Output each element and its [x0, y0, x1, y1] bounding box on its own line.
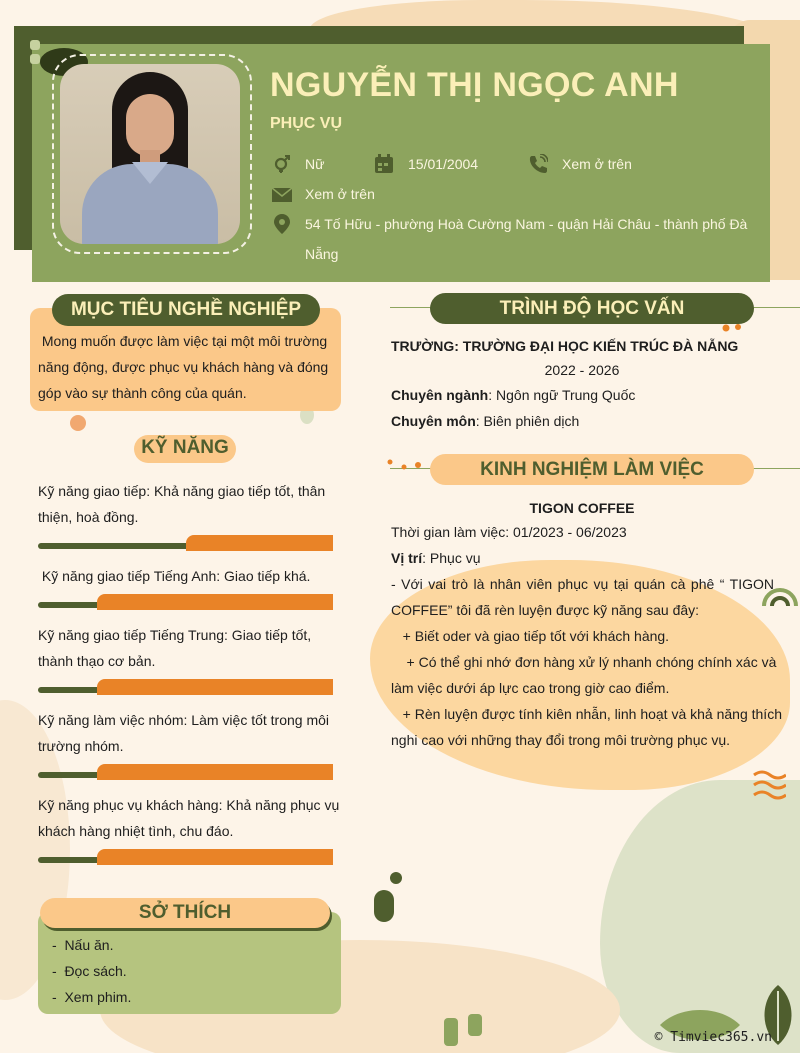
bg-dot-dark [390, 872, 402, 884]
experience-desc-line-1: - Với vai trò là nhân viên phục vụ tại quán cà phê “ TIGON [391, 576, 774, 592]
experience-period: Thời gian làm việc: 01/2023 - 06/2023 [391, 524, 627, 540]
birthday-value: 15/01/2004 [408, 156, 479, 172]
education-school: TRƯỜNG: TRƯỜNG ĐẠI HỌC KIẾN TRÚC ĐÀ NẴNG [391, 338, 739, 354]
address-line-1: 54 Tố Hữu - phường Hoà Cường Nam - quận Hải Châu - thành phố Đà [305, 216, 748, 232]
calendar-icon [374, 154, 394, 174]
gender-value: Nữ [305, 156, 325, 172]
education-major-label: Chuyên ngành [391, 387, 489, 403]
experience-bullet-1: + Biết oder và giao tiếp tốt với khách hàng. [391, 628, 670, 644]
experience-position [391, 545, 481, 571]
experience-position-value: : Phục vụ [422, 550, 481, 566]
gender-icon [272, 154, 292, 174]
hobby-item: - Nấu ăn. [52, 937, 114, 953]
experience-position-label: Vị trí [391, 550, 423, 566]
experience-dots [386, 458, 426, 472]
bg-leaf-shape [374, 890, 394, 922]
skill-level-bar-fill [97, 594, 333, 610]
objective-text-line-3: góp vào sự thành công của quán. [38, 385, 247, 401]
location-icon [272, 214, 292, 234]
phone-icon [528, 154, 548, 174]
education-years: 2022 - 2026 [544, 362, 620, 378]
objective-text-line-1: Mong muốn được làm việc tại một môi trường [38, 333, 328, 349]
bg-stripe-shape [444, 1018, 458, 1046]
experience-desc-line-2: COFFEE” tôi đã rèn luyện được kỹ năng sau đây: [391, 602, 700, 618]
experience-company: TIGON COFFEE [529, 500, 635, 516]
skill-level-bar-fill [97, 849, 333, 865]
skill-level-bar-fill [97, 764, 333, 780]
hobby-item: - Xem phim. [52, 989, 132, 1005]
objective-title: MỤC TIÊU NGHỀ NGHIỆP [52, 294, 320, 326]
experience-bullet-2-line-2: làm việc dưới áp lực cao trong giờ cao điểm. [391, 680, 670, 696]
hobby-item: - Đọc sách. [52, 963, 127, 979]
skill-text-line-1: Kỹ năng phục vụ khách hàng: Khả năng phục vụ [38, 797, 340, 813]
skill-text-line-1: Kỹ năng giao tiếp: Khả năng giao tiếp tốt, thân [38, 483, 326, 499]
skill-level-bar-track [38, 543, 196, 549]
address-line-2: Nẵng [305, 246, 339, 262]
skill-level-bar-fill [97, 679, 333, 695]
education-specialty-label: Chuyên môn [391, 413, 476, 429]
skill-text-line-1: Kỹ năng giao tiếp Tiếng Anh: Giao tiếp khá. [38, 568, 311, 584]
avatar [60, 64, 240, 244]
skill-text-line-2: thành thạo cơ bản. [38, 653, 156, 669]
email-value: Xem ở trên [305, 186, 375, 202]
skill-text-line-2: khách hàng nhiệt tình, chu đáo. [38, 823, 234, 839]
skill-text-line-2: thiện, hoà đồng. [38, 509, 139, 525]
education-specialty-value: : Biên phiên dịch [475, 413, 580, 429]
experience-bullet-3-line-1: + Rèn luyện được tính kiên nhẫn, linh hoạt và khả năng thích [391, 706, 782, 722]
skill-text-line-1: Kỹ năng làm việc nhóm: Làm việc tốt trong môi [38, 712, 330, 728]
candidate-role: PHỤC VỤ [270, 115, 343, 132]
bg-dot [70, 415, 86, 431]
experience-title: KINH NGHIỆM LÀM VIỆC [430, 454, 754, 485]
hobbies-title: SỞ THÍCH [40, 898, 330, 928]
candidate-name: NGUYỄN THỊ NGỌC ANH [270, 66, 679, 104]
bg-wave-icon [752, 770, 786, 800]
objective-text-line-2: năng động, được phục vụ khách hàng và đóng [38, 359, 329, 375]
education-title: TRÌNH ĐỘ HỌC VẤN [430, 293, 754, 324]
phone-value: Xem ở trên [562, 156, 632, 172]
bg-stripe-shape [468, 1014, 482, 1036]
skill-level-bar-fill [186, 535, 333, 551]
mail-icon [272, 185, 292, 205]
education-specialty [391, 413, 579, 429]
skills-title: KỸ NĂNG [141, 437, 229, 458]
experience-bullet-2-line-1: + Có thể ghi nhớ đơn hàng xử lý nhanh chóng chính xác và [391, 654, 777, 670]
education-major-value: : Ngôn ngữ Trung Quốc [488, 387, 636, 403]
skill-text-line-2: trường nhóm. [38, 738, 124, 754]
skill-text-line-1: Kỹ năng giao tiếp Tiếng Trung: Giao tiếp tốt, [38, 627, 312, 643]
watermark: © Timviec365.vn [654, 1030, 772, 1045]
experience-bullet-3-line-2: nghi cao với những thay đổi trong môi trường phục vụ. [391, 732, 731, 748]
education-major [391, 387, 635, 403]
